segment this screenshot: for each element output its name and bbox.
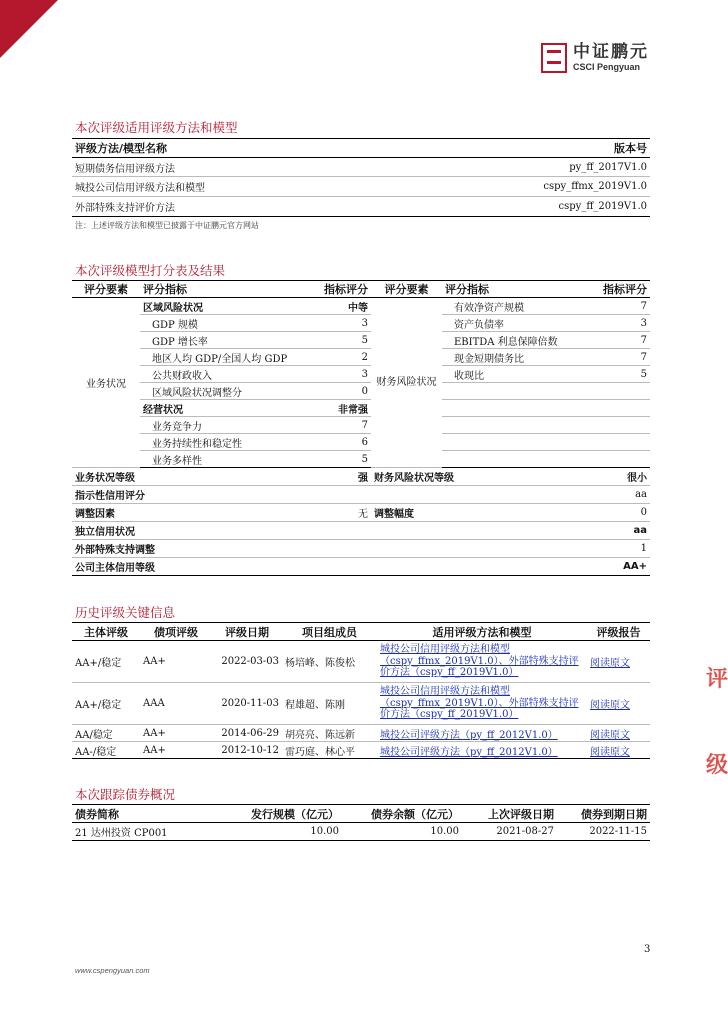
read-report-link[interactable]: 阅读原文 [590,729,630,741]
score-value: 6 [361,436,368,448]
company-logo [541,42,649,73]
score-indicator: 资产负债率 [454,319,504,331]
bond-col-maturity: 债券到期日期 [581,807,647,821]
table-row [72,177,650,197]
stamp-fragment: 评 [706,667,728,692]
table-row [72,349,650,366]
score-indicator: 地区人均 GDP/全国人均 GDP [152,353,288,365]
history-col-date: 评级日期 [225,625,269,639]
table-row [72,742,650,759]
score-indicator-empty [442,383,580,400]
score-indicator: GDP 增长率 [152,336,208,348]
score-value: 7 [640,351,647,363]
final-rating-value: AA+ [623,561,647,572]
fin-grade-label: 财务风险状况等级 [374,473,454,484]
methods-col-name: 评级方法/模型名称 [75,142,168,155]
bonds-table [72,804,650,841]
summary-row [72,540,650,558]
table-row [72,725,650,742]
adjust-range-label: 调整幅度 [374,509,414,520]
score-indicator: 经营状况 [143,404,183,416]
history-team: 程雄超、陈刚 [285,700,345,711]
footer-website: www.cspengyuan.com [75,966,150,975]
read-report-link[interactable]: 阅读原文 [590,746,630,758]
indicative-score-value: aa [635,489,647,500]
score-value: 3 [361,368,368,380]
score-value: 5 [361,334,368,346]
final-rating-label: 公司主体信用等级 [75,563,155,574]
score-value-empty [580,400,650,417]
bond-col-name: 债券简称 [75,807,119,821]
table-row [72,197,650,217]
table-row [72,298,650,315]
fin-grade-value: 很小 [627,473,647,484]
table-row [72,434,650,451]
bond-col-balance: 债券余额（亿元） [371,807,459,821]
adjust-factor-value: 无 [358,509,368,520]
methods-table [72,138,650,217]
score-value-empty [580,383,650,400]
read-report-link[interactable]: 阅读原文 [590,700,630,711]
score-indicator-empty [442,400,580,417]
table-row [72,383,650,400]
score-col-indicator: 评分指标 [143,283,187,296]
score-value: 7 [361,419,368,431]
summary-row [72,504,650,522]
history-col-team: 项目组成员 [302,625,357,639]
history-bond-rating: AA+ [143,744,166,756]
bond-col-last-date: 上次评级日期 [488,807,554,821]
method-version: cspy_ff_2019V1.0 [558,201,647,212]
table-row [72,641,650,683]
score-col-indicator: 评分指标 [445,283,489,296]
history-col-method: 适用评级方法和模型 [432,625,532,639]
score-col-score: 指标评分 [603,283,647,296]
history-date: 2012-10-12 [221,744,279,756]
table-row [72,158,650,177]
history-method-link[interactable]: 城投公司信用评级方法和模型（cspy_ffmx_2019V1.0）、外部特殊支持评价方法（cspy_ff_2019V1.0） [380,644,579,679]
bond-col-size: 发行规模（亿元） [251,807,339,821]
history-title: 历史评级关键信息 [75,605,176,620]
table-row [72,366,650,383]
history-bond-rating: AA+ [143,656,166,667]
page-number: 3 [644,944,651,955]
score-col-factor: 评分要素 [384,283,429,296]
stamp-fragment: 级 [706,753,728,778]
score-indicator: 公共财政收入 [152,370,212,382]
scores-header-row [72,281,650,298]
method-name: 城投公司信用评级方法和模型 [75,183,205,194]
history-header-row [72,623,650,641]
method-name: 外部特殊支持评价方法 [75,203,175,214]
score-indicator: 现金短期债务比 [454,353,524,365]
scores-title: 本次评级模型打分表及结果 [75,263,226,278]
history-bond-rating: AAA [143,698,165,709]
table-row [72,400,650,417]
score-value: 0 [361,385,368,397]
summary-row [72,468,650,486]
score-indicator: 业务竞争力 [152,421,202,433]
score-value: 7 [640,334,647,346]
standalone-value: aa [633,525,647,536]
history-method-link[interactable]: 城投公司评级方法（py_ff_2012V1.0） [380,729,558,741]
table-row [72,683,650,725]
history-method-link[interactable]: 城投公司评级方法（py_ff_2012V1.0） [380,746,558,758]
logo-name-en: CSCI Pengyuan [573,62,641,72]
history-col-report: 评级报告 [596,625,641,639]
corner-decoration [0,0,58,58]
score-col-score: 指标评分 [324,283,368,296]
fin-factor-cell: 财务风险状况 [371,298,442,468]
scores-table [72,280,650,576]
external-support-label: 外部特殊支持调整 [75,545,155,556]
history-issuer-rating: AA/稳定 [75,729,113,741]
score-value: 3 [361,317,368,329]
score-value-empty [580,434,650,451]
summary-row [72,558,650,576]
score-value: 5 [361,453,368,465]
score-value-empty [580,417,650,434]
history-method-link[interactable]: 城投公司信用评级方法和模型（cspy_ffmx_2019V1.0）、外部特殊支持评价方法（cspy_ff_2019V1.0） [380,686,579,721]
score-value: 7 [640,300,647,312]
score-indicator-empty [442,451,580,468]
table-row [72,451,650,468]
method-version: cspy_ffmx_2019V1.0 [543,181,647,192]
external-support-value: 1 [640,543,647,554]
bonds-title: 本次跟踪债券概况 [75,787,176,802]
score-indicator: EBITDA 利息保障倍数 [454,336,558,348]
score-indicator: 收现比 [454,370,484,382]
method-name: 短期债务信用评级方法 [75,163,175,175]
bond-name: 21 达州投资 CP001 [75,828,168,839]
table-row [72,315,650,332]
adjust-range-value: 0 [640,507,647,518]
score-value: 2 [361,351,368,363]
history-date: 2020-11-03 [221,698,279,709]
score-indicator-empty [442,417,580,434]
score-value: 中等 [348,302,368,314]
summary-row [72,522,650,540]
history-issuer-rating: AA+/稳定 [75,658,122,669]
logo-name-cn: 中证鹏元 [573,42,649,62]
methods-title: 本次评级适用评级方法和模型 [75,120,238,135]
indicative-score-label: 指示性信用评分 [75,491,145,502]
score-value: 非常强 [338,404,368,416]
score-indicator: 业务多样性 [152,455,202,467]
score-value: 3 [640,317,647,329]
method-version: py_ff_2017V1.0 [569,161,647,173]
standalone-label: 独立信用状况 [75,527,135,538]
history-bond-rating: AA+ [143,727,166,739]
history-issuer-rating: AA-/稳定 [75,746,117,758]
score-indicator: 有效净资产规模 [454,302,524,314]
bond-last-date: 2021-08-27 [496,826,554,837]
logo-seal-icon [541,43,567,73]
score-col-factor: 评分要素 [84,283,128,296]
methods-col-version: 版本号 [614,142,647,155]
history-team: 杨培峰、陈俊松 [285,658,355,669]
history-date: 2014-06-29 [221,727,279,739]
bond-maturity: 2022-11-15 [589,826,647,837]
history-date: 2022-03-03 [221,656,279,667]
read-report-link[interactable]: 阅读原文 [590,658,630,669]
history-team: 雷巧庭、林心平 [285,746,355,758]
table-row [72,823,650,841]
bond-size: 10.00 [310,826,339,837]
history-issuer-rating: AA+/稳定 [75,700,122,711]
table-row [72,332,650,349]
adjust-factor-label: 调整因素 [75,509,115,520]
history-col-issuer: 主体评级 [84,625,128,639]
score-value: 5 [640,368,647,380]
biz-grade-label: 业务状况等级 [75,473,135,484]
history-team: 胡亮亮、陈远新 [285,729,355,741]
score-indicator: 业务持续性和稳定性 [152,438,242,450]
history-table [72,622,650,759]
bond-balance: 10.00 [430,826,459,837]
score-indicator: GDP 规模 [152,319,198,331]
score-indicator: 区域风险状况 [143,302,203,314]
biz-factor-cell: 业务状况 [72,298,140,468]
history-col-bond: 债项评级 [154,625,198,639]
biz-grade-value: 强 [358,473,368,484]
summary-row [72,486,650,504]
score-indicator: 区域风险状况调整分 [152,387,242,399]
bonds-header-row [72,805,650,823]
methods-note: 注：上述评级方法和模型已披露于中证鹏元官方网站 [75,221,259,230]
score-indicator-empty [442,434,580,451]
score-value-empty [580,451,650,468]
methods-header-row [72,139,650,158]
table-row [72,417,650,434]
